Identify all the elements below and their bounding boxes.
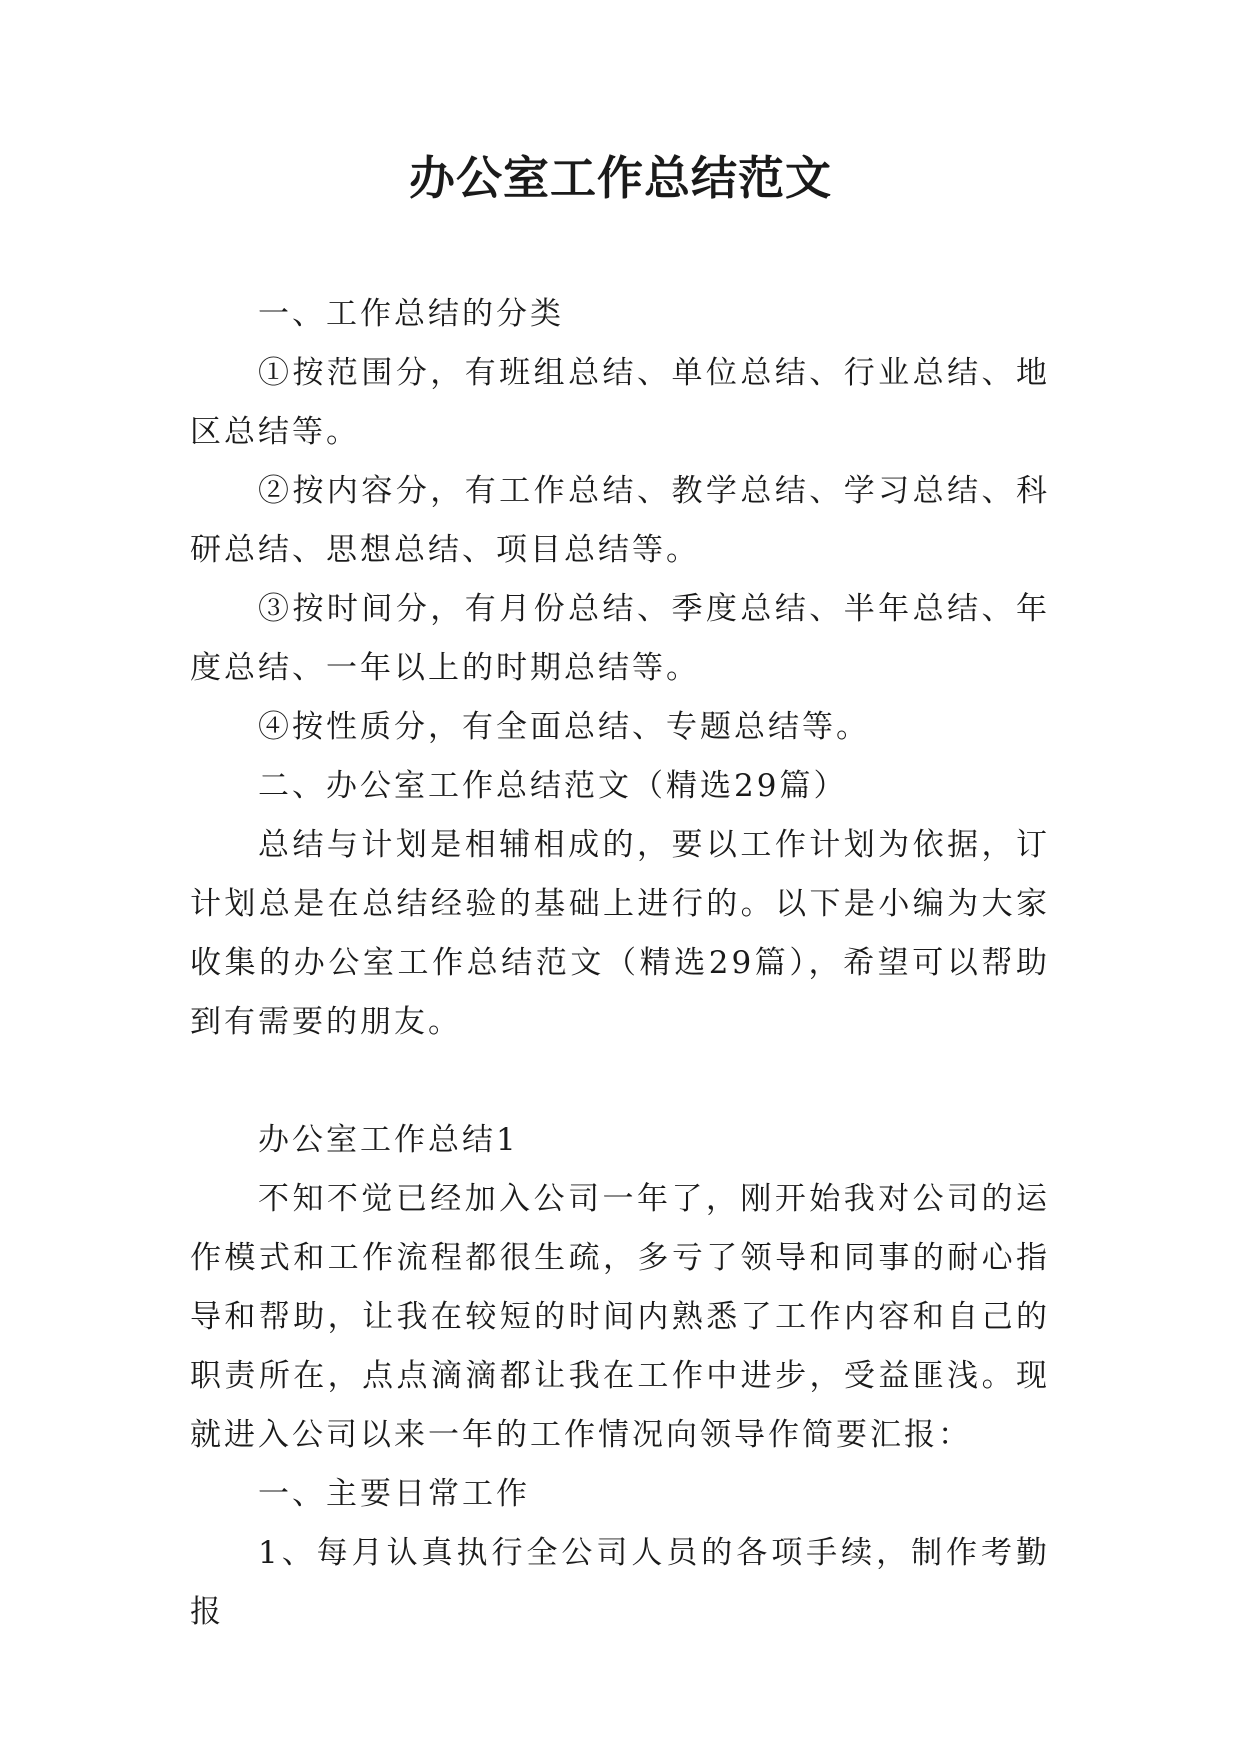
document-title: 办公室工作总结范文: [409, 151, 832, 205]
subsection-heading: 一、主要日常工作: [258, 1476, 530, 1512]
list-item: ③按时间分，有月份总结、季度总结、半年总结、年度总结、一年以上的时期总结等。: [190, 591, 1050, 686]
list-item: ②按内容分，有工作总结、教学总结、学习总结、科研总结、思想总结、项目总结等。: [190, 473, 1050, 568]
list-item: ④按性质分，有全面总结、专题总结等。: [258, 709, 870, 745]
body-paragraph: 1、每月认真执行全公司人员的各项手续，制作考勤报: [190, 1535, 1050, 1630]
section-heading-samples: 二、办公室工作总结范文（精选29篇）: [258, 768, 848, 804]
body-paragraph: 不知不觉已经加入公司一年了，刚开始我对公司的运作模式和工作流程都很生疏，多亏了领导和同事的耐心指导和帮助，让我在较短的时间内熟悉了工作内容和自己的职责所在，点点滴滴都让我在工作中进步，受益匪浅。现就进入公司以来一年的工作情况向领导作简要汇报：: [190, 1181, 1050, 1453]
subsection-heading: 办公室工作总结1: [258, 1122, 519, 1158]
body-paragraph: 总结与计划是相辅相成的，要以工作计划为依据，订计划总是在总结经验的基础上进行的。以下是小编为大家收集的办公室工作总结范文（精选29篇），希望可以帮助到有需要的朋友。: [190, 827, 1050, 1040]
list-item: ①按范围分，有班组总结、单位总结、行业总结、地区总结等。: [190, 355, 1050, 450]
section-heading-classification: 一、工作总结的分类: [258, 296, 564, 332]
document-body: [190, 285, 1050, 1642]
